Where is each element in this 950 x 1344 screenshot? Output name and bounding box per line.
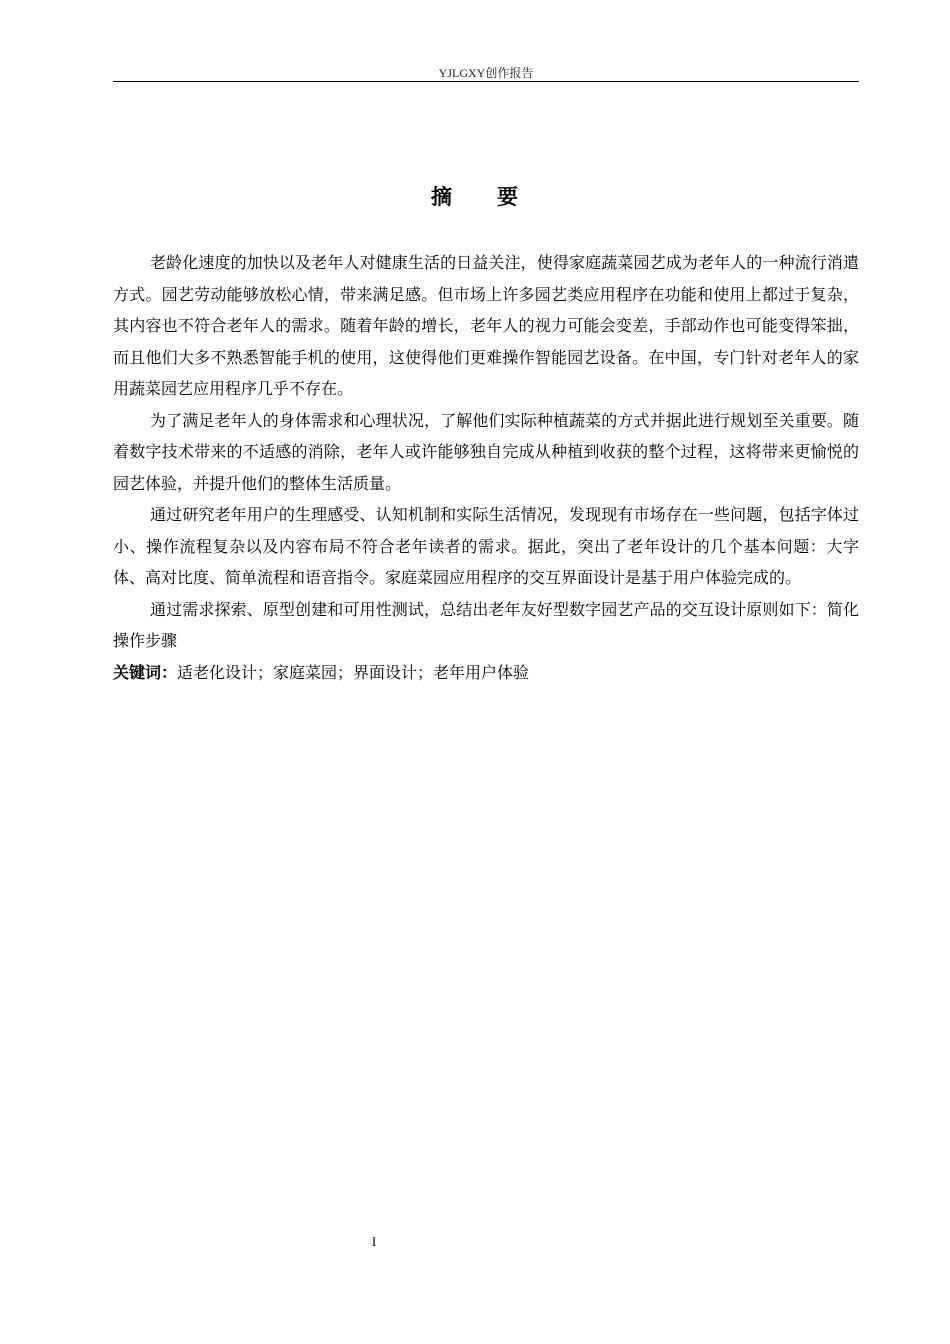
page-header (113, 62, 859, 82)
keywords-value: 适老化设计；家庭菜园；界面设计；老年用户体验 (177, 662, 530, 682)
abstract-paragraph-1: 老龄化速度的加快以及老年人对健康生活的日益关注，使得家庭蔬菜园艺成为老年人的一种流行消遣方式。园艺劳动能够放松心情，带来满足感。但市场上许多园艺类应用程序在功能和使用上都过于复杂，其内容也不符合老年人的需求。随着年龄的增长，老年人的视力可能会变差，手部动作也可能变得笨拙，而且他们大多不熟悉智能手机的使用，这使得他们更难操作智能园艺设备。在中国，专门针对老年人的家用蔬菜园艺应用程序几乎不存在。 (113, 253, 859, 398)
page-title (0, 182, 950, 212)
page-number: I (371, 1234, 377, 1249)
title-char-2: 要 (497, 185, 519, 209)
abstract-paragraph-4: 通过需求探索、原型创建和可用性测试，总结出老年友好型数字园艺产品的交互设计原则如下：简化操作步骤 (113, 599, 859, 650)
header-text: YJLGXY创作报告 (438, 66, 534, 80)
title-char-1: 摘 (431, 185, 453, 209)
keywords-label: 关键词： (113, 662, 178, 682)
keywords-line (113, 657, 859, 689)
abstract-body (113, 247, 859, 688)
abstract-paragraph-2: 为了满足老年人的身体需求和心理状况，了解他们实际种植蔬菜的方式并据此进行规划至关重要。随着数字技术带来的不适感的消除，老年人或许能够独自完成从种植到收获的整个过程，这将带来更愉悦的园艺体验，并提升他们的整体生活质量。 (113, 410, 859, 493)
abstract-paragraph-3: 通过研究老年用户的生理感受、认知机制和实际生活情况，发现现有市场存在一些问题，包括字体过小、操作流程复杂以及内容布局不符合老年读者的需求。据此，突出了老年设计的几个基本问题：大字体、高对比度、简单流程和语音指令。家庭菜园应用程序的交互界面设计是基于用户体验完成的。 (113, 505, 859, 587)
